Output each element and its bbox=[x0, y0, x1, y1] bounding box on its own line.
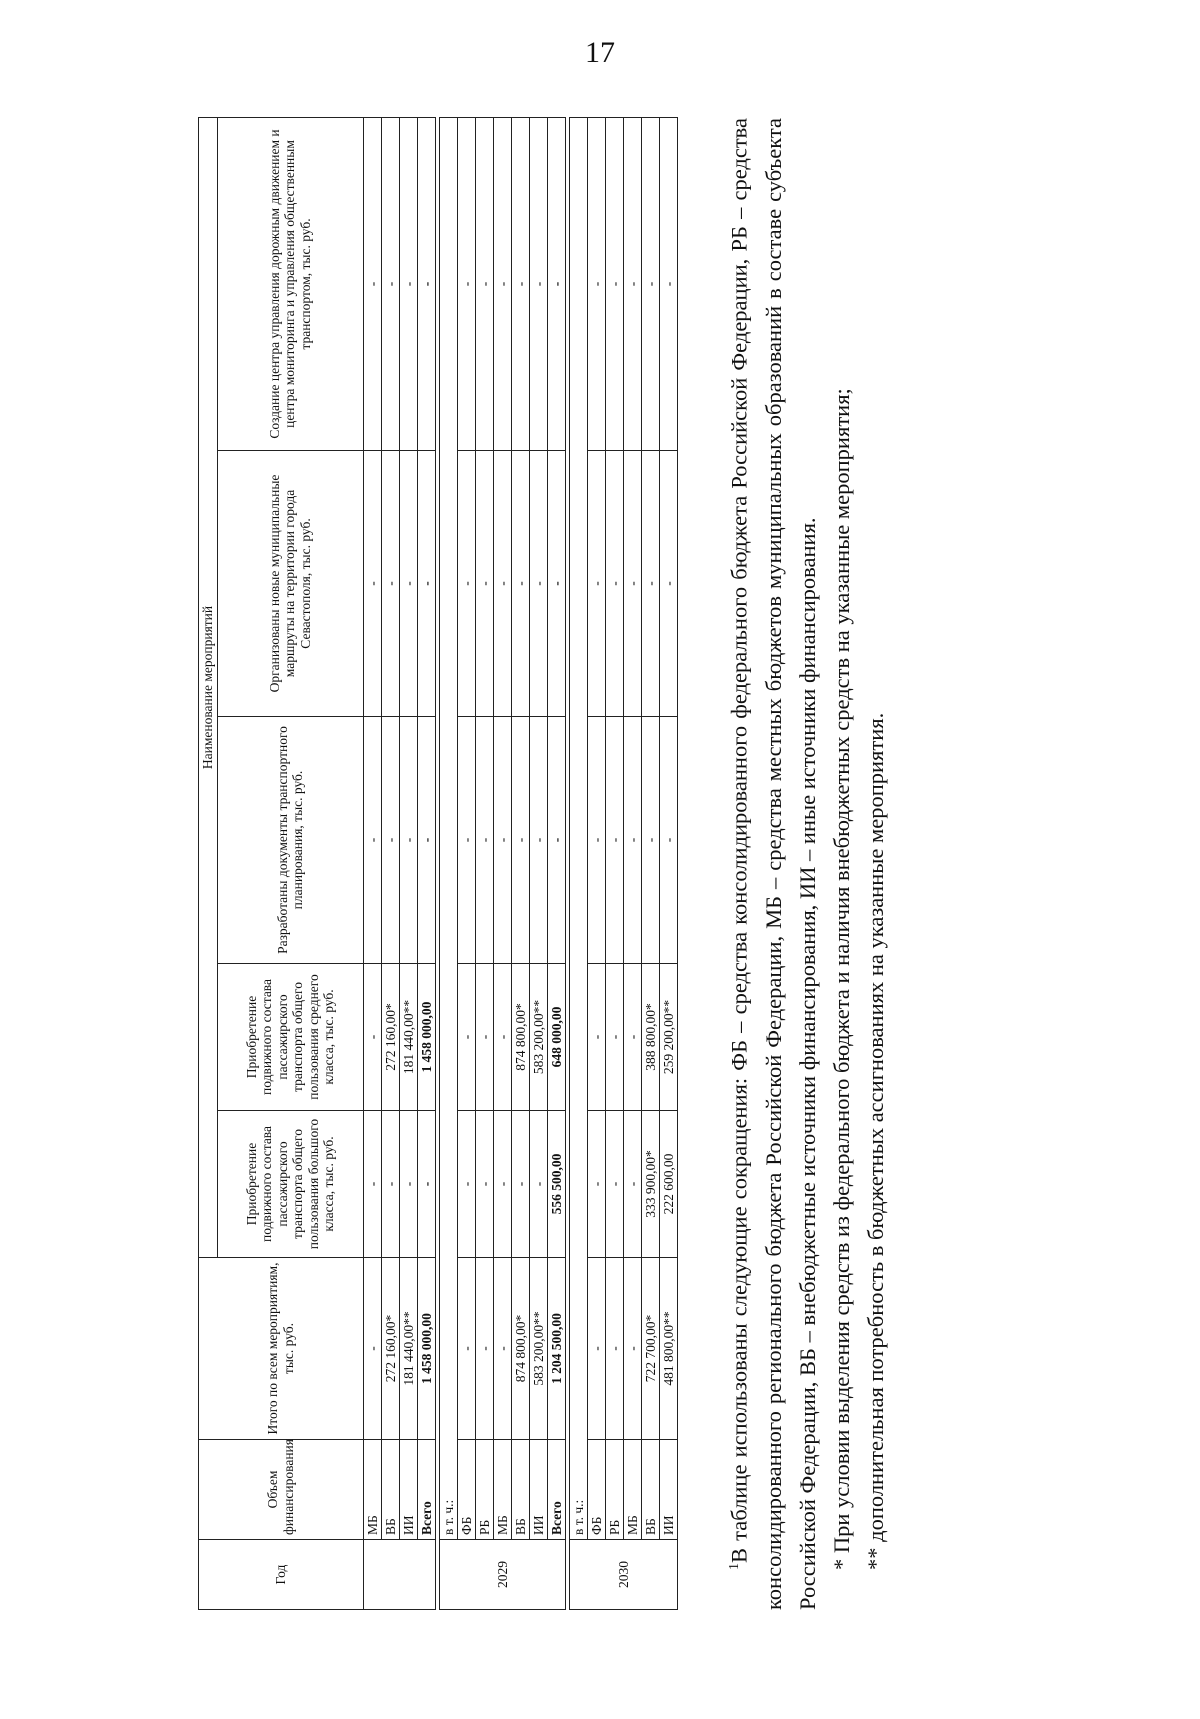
including-label: в т. ч.: bbox=[569, 117, 587, 1539]
table-cell: - bbox=[547, 717, 565, 964]
table-body bbox=[363, 117, 677, 1609]
source-label: ВБ bbox=[381, 1440, 399, 1540]
table-cell: - bbox=[475, 117, 493, 450]
footnote-mark: 1 bbox=[727, 1563, 742, 1570]
table-row bbox=[547, 117, 565, 1609]
source-label: РБ bbox=[475, 1440, 493, 1540]
table-cell: 388 800,00* bbox=[641, 964, 659, 1111]
table-cell: 222 600,00 bbox=[659, 1111, 677, 1258]
table-row bbox=[493, 117, 511, 1609]
table-cell: - bbox=[475, 717, 493, 964]
table-row bbox=[529, 117, 547, 1609]
table-row bbox=[511, 117, 529, 1609]
table-cell: - bbox=[417, 451, 435, 717]
source-label: МБ bbox=[623, 1440, 641, 1540]
source-label: Всего bbox=[417, 1440, 435, 1540]
table-cell: - bbox=[457, 117, 475, 450]
header-measure-medium-class: Приобретение подвижного состава пассажирского транспорта общего пользования среднего класса, тыс. руб. bbox=[217, 964, 363, 1111]
table-cell: - bbox=[659, 717, 677, 964]
table-cell: 181 440,00** bbox=[399, 964, 417, 1111]
table-cell: 181 440,00** bbox=[399, 1258, 417, 1440]
rotated-content bbox=[198, 110, 1198, 1610]
table-cell: 556 500,00 bbox=[547, 1111, 565, 1258]
table-cell: - bbox=[547, 117, 565, 450]
table-cell: - bbox=[363, 1111, 381, 1258]
table-cell: - bbox=[457, 717, 475, 964]
table-cell: 259 200,00** bbox=[659, 964, 677, 1111]
table-cell: - bbox=[641, 117, 659, 450]
header-measures-group: Наименование мероприятий bbox=[199, 117, 218, 1257]
table-cell: 648 000,00 bbox=[547, 964, 565, 1111]
source-label: МБ bbox=[493, 1440, 511, 1540]
year-cell: 2030 bbox=[569, 1540, 677, 1610]
table-cell: - bbox=[623, 451, 641, 717]
table-cell: - bbox=[363, 717, 381, 964]
header-measure-traffic-center: Создание центра управления дорожным движением и центра мониторинга и управления общественным транспортом, тыс. руб. bbox=[217, 117, 363, 450]
table-cell: - bbox=[399, 117, 417, 450]
table-row bbox=[381, 117, 399, 1609]
source-label: ВБ bbox=[641, 1440, 659, 1540]
table-cell: - bbox=[399, 451, 417, 717]
footnote-star: * При условии выделения средств из федерального бюджета и наличия внебюджетных средств на указанные мероприятия; bbox=[828, 388, 854, 1570]
table-cell: - bbox=[529, 451, 547, 717]
source-label: ФБ bbox=[587, 1440, 605, 1540]
page-number: 17 bbox=[585, 36, 615, 69]
table-cell: 1 458 000,00 bbox=[417, 964, 435, 1111]
table-cell: - bbox=[587, 451, 605, 717]
source-label: ИИ bbox=[529, 1440, 547, 1540]
table-cell: - bbox=[641, 717, 659, 964]
source-label: ФБ bbox=[457, 1440, 475, 1540]
table-cell: - bbox=[475, 1258, 493, 1440]
table-cell: - bbox=[417, 1111, 435, 1258]
source-label: МБ bbox=[363, 1440, 381, 1540]
table-cell: 874 800,00* bbox=[511, 964, 529, 1111]
table-cell: - bbox=[659, 117, 677, 450]
table-cell: - bbox=[623, 1258, 641, 1440]
footnote-abbreviations bbox=[718, 118, 825, 1610]
table-cell: - bbox=[363, 1258, 381, 1440]
table-cell: 333 900,00* bbox=[641, 1111, 659, 1258]
table-cell: - bbox=[529, 1111, 547, 1258]
table-cell: - bbox=[417, 117, 435, 450]
table-cell: - bbox=[623, 117, 641, 450]
table-row bbox=[363, 117, 381, 1609]
header-measure-large-class: Приобретение подвижного состава пассажирского транспорта общего пользования большого класса, тыс. руб. bbox=[217, 1111, 363, 1258]
table-cell: - bbox=[511, 451, 529, 717]
table-cell: - bbox=[399, 717, 417, 964]
table-row bbox=[587, 117, 605, 1609]
table-cell: - bbox=[587, 717, 605, 964]
table-cell: - bbox=[623, 717, 641, 964]
table-cell: - bbox=[493, 717, 511, 964]
table-cell: - bbox=[475, 964, 493, 1111]
table-row bbox=[641, 117, 659, 1609]
header-measure-new-routes: Организованы новые муниципальные маршруты на территории города Севастополя, тыс. руб. bbox=[217, 451, 363, 717]
table-cell: 272 160,00* bbox=[381, 964, 399, 1111]
footnote-abbreviations-text: В таблице использованы следующие сокращения: ФБ – средства консолидированного федерального бюджета Российской Федерации, РБ – средства консолидированного регионального бюджета Российской Федерации, МБ – средства местных бюджетов муниципальных образований в составе субъекта Российской Федерации, ВБ – внебюджетные источники финансирования, ИИ – иные источники финансирования. bbox=[726, 118, 820, 1610]
table-cell: - bbox=[493, 964, 511, 1111]
header-measure-planning-docs: Разработаны документы транспортного планирования, тыс. руб. bbox=[217, 717, 363, 964]
table-row bbox=[659, 117, 677, 1609]
table-cell: - bbox=[659, 451, 677, 717]
table-cell: - bbox=[381, 117, 399, 450]
table-cell: - bbox=[587, 1111, 605, 1258]
table-cell: - bbox=[457, 451, 475, 717]
footnotes bbox=[718, 118, 893, 1610]
source-label: РБ bbox=[605, 1440, 623, 1540]
table-row bbox=[569, 117, 587, 1609]
source-label: ИИ bbox=[659, 1440, 677, 1540]
table-cell: - bbox=[587, 1258, 605, 1440]
table-cell: - bbox=[457, 1258, 475, 1440]
table-cell: - bbox=[493, 117, 511, 450]
table-cell: - bbox=[363, 117, 381, 450]
table-cell: - bbox=[493, 451, 511, 717]
table-row bbox=[605, 117, 623, 1609]
source-label: ИИ bbox=[399, 1440, 417, 1540]
table-cell: - bbox=[457, 1111, 475, 1258]
table-cell: 583 200,00** bbox=[529, 1258, 547, 1440]
table-row bbox=[623, 117, 641, 1609]
table-cell: - bbox=[529, 117, 547, 450]
table-cell: 481 800,00** bbox=[659, 1258, 677, 1440]
table-cell: - bbox=[493, 1111, 511, 1258]
year-cell-continued bbox=[363, 1540, 435, 1610]
table-cell: 272 160,00* bbox=[381, 1258, 399, 1440]
table-cell: 1 204 500,00 bbox=[547, 1258, 565, 1440]
table-row bbox=[417, 117, 435, 1609]
table-cell: - bbox=[381, 717, 399, 964]
table-cell: - bbox=[605, 964, 623, 1111]
table-row bbox=[439, 117, 457, 1609]
table-cell: - bbox=[605, 1258, 623, 1440]
table-row bbox=[475, 117, 493, 1609]
table-cell: 1 458 000,00 bbox=[417, 1258, 435, 1440]
table-cell: - bbox=[605, 717, 623, 964]
table-cell: - bbox=[623, 964, 641, 1111]
table-row bbox=[399, 117, 417, 1609]
table-cell: - bbox=[381, 451, 399, 717]
including-label: в т. ч.: bbox=[439, 117, 457, 1539]
table-cell: - bbox=[547, 451, 565, 717]
table-cell: 722 700,00* bbox=[641, 1258, 659, 1440]
table-cell: - bbox=[399, 1111, 417, 1258]
header-total: Итого по всем мероприятиям, тыс. руб. bbox=[199, 1258, 364, 1440]
table-cell: - bbox=[641, 451, 659, 717]
table-cell: - bbox=[529, 717, 547, 964]
header-year: Год bbox=[199, 1540, 364, 1610]
table-cell: - bbox=[511, 117, 529, 450]
table-cell: - bbox=[587, 117, 605, 450]
header-volume: Объем финансирования bbox=[199, 1440, 364, 1540]
table-cell: - bbox=[417, 717, 435, 964]
table-cell: - bbox=[605, 451, 623, 717]
table-cell: 583 200,00** bbox=[529, 964, 547, 1111]
table-cell: - bbox=[623, 1111, 641, 1258]
financing-table bbox=[198, 117, 678, 1610]
source-label: ВБ bbox=[511, 1440, 529, 1540]
table-cell: - bbox=[605, 117, 623, 450]
table-cell: - bbox=[511, 717, 529, 964]
table-cell: - bbox=[381, 1111, 399, 1258]
table-cell: 874 800,00* bbox=[511, 1258, 529, 1440]
table-cell: - bbox=[363, 451, 381, 717]
table-row bbox=[457, 117, 475, 1609]
table-cell: - bbox=[511, 1111, 529, 1258]
table-cell: - bbox=[475, 1111, 493, 1258]
footnote-double-star: ** дополнительная потребность в бюджетных ассигнованиях на указанные мероприятия. bbox=[862, 712, 888, 1570]
year-cell: 2029 bbox=[439, 1540, 565, 1610]
table-cell: - bbox=[457, 964, 475, 1111]
table-cell: - bbox=[475, 451, 493, 717]
table-cell: - bbox=[493, 1258, 511, 1440]
table-cell: - bbox=[363, 964, 381, 1111]
table-cell: - bbox=[587, 964, 605, 1111]
table-cell: - bbox=[605, 1111, 623, 1258]
source-label: Всего bbox=[547, 1440, 565, 1540]
